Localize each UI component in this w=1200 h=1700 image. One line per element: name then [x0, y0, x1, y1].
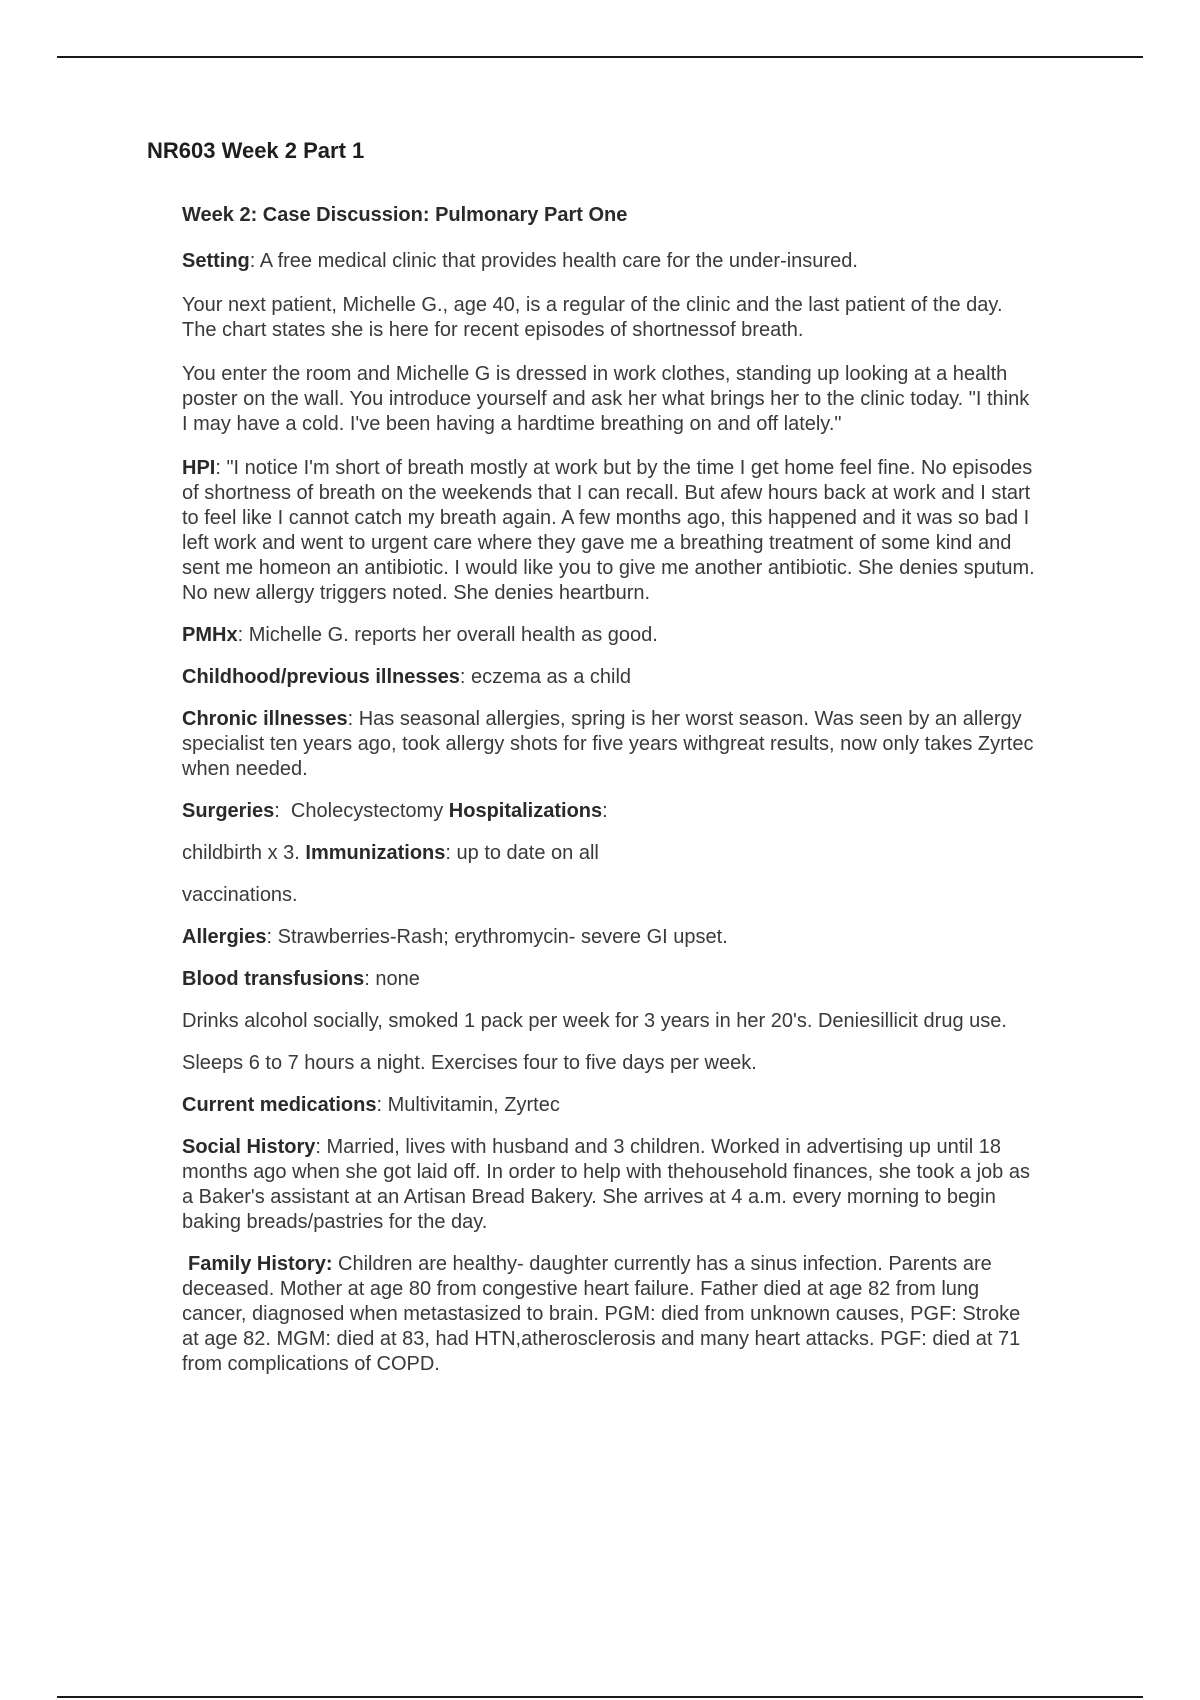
childhood-text: : eczema as a child: [459, 666, 632, 688]
setting-text: : A free medical clinic that provides health care for the under-insured.: [249, 250, 858, 272]
pmhx-text: : Michelle G. reports her overall health as good.: [237, 624, 658, 646]
bottom-divider: [57, 1696, 1143, 1698]
hospitalizations-text: :: [602, 800, 608, 822]
intro-paragraph-1: Your next patient, Michelle G., age 40, is a regular of the clinic and the last patient of the day. The chart states she is here for recent episodes of shortnessof breath.: [182, 294, 1003, 341]
family-history-label: Family History:: [188, 1253, 333, 1275]
chronic-text: : Has seasonal allergies, spring is her worst season. Was seen by an allergy specialist ten years ago, took allergy shots for five years withgreat results, now only takes Zyrtec when needed.: [182, 708, 1034, 780]
setting-label: Setting: [182, 250, 250, 272]
family-history-paragraph: [182, 1252, 1040, 1377]
intro-paragraph-2: You enter the room and Michelle G is dressed in work clothes, standing up looking at a health poster on the wall. You introduce yourself and ask her what brings her to the clinic today. "I think I may have a cold. I've been having a hardtime breathing on and off lately.": [182, 363, 1030, 435]
allergies-text: : Strawberries-Rash; erythromycin- severe GI upset.: [266, 926, 728, 948]
surgeries-text: : Cholecystectomy: [274, 800, 449, 822]
childbirth-text: childbirth x 3.: [182, 842, 306, 864]
case-content: [182, 203, 1040, 1394]
childbirth-paragraph: [182, 841, 1040, 866]
family-history-text: Children are healthy- daughter currently has a sinus infection. Parents are deceased. Mother at age 80 from congestive heart failure. Father died at age 82 from lung cancer, diagnosed when metastasized to brain. PGM: died from unknown causes, PGF: Stroke at age 82. MGM: died at 83, had HTN,atherosclerosis and many heart attacks. PGF: died at 71 from complications of COPD.: [182, 1253, 1021, 1375]
setting-paragraph: [182, 249, 1040, 274]
sleep-paragraph: Sleeps 6 to 7 hours a night. Exercises four to five days per week.: [182, 1052, 757, 1074]
medications-text: : Multivitamin, Zyrtec: [376, 1094, 560, 1116]
chronic-label: Chronic illnesses: [182, 708, 348, 730]
childhood-paragraph: [182, 665, 1040, 690]
childhood-label: Childhood/previous illnesses: [182, 666, 460, 688]
vaccinations-paragraph: vaccinations.: [182, 884, 298, 906]
blood-transfusions-label: Blood transfusions: [182, 968, 365, 990]
medications-paragraph: [182, 1093, 1040, 1118]
allergies-paragraph: [182, 925, 1040, 950]
hpi-label: HPI: [182, 457, 216, 479]
blood-transfusions-text: : none: [364, 968, 420, 990]
immunizations-text: : up to date on all: [445, 842, 599, 864]
alcohol-paragraph: Drinks alcohol socially, smoked 1 pack per week for 3 years in her 20's. Deniesillicit drug use.: [182, 1010, 1007, 1032]
surgeries-paragraph: [182, 799, 1040, 824]
top-divider: [57, 56, 1143, 58]
hpi-paragraph: [182, 456, 1040, 606]
case-subtitle: Week 2: Case Discussion: Pulmonary Part One: [182, 204, 628, 226]
allergies-label: Allergies: [182, 926, 267, 948]
medications-label: Current medications: [182, 1094, 377, 1116]
pmhx-paragraph: [182, 623, 1040, 648]
pmhx-label: PMHx: [182, 624, 238, 646]
immunizations-label: Immunizations: [305, 842, 446, 864]
surgeries-label: Surgeries: [182, 800, 275, 822]
chronic-paragraph: [182, 707, 1040, 782]
hpi-text: : "I notice I'm short of breath mostly at work but by the time I get home feel fine. No episodes of shortness of breath on the weekends that I can recall. But afew hours back at work and I start to feel like I cannot catch my breath again. A few months ago, this happened and it was so bad I left work and went to urgent care where they gave me a breathing treatment of some kind and sent me homeon an antibiotic. I would like you to give me another antibiotic. She denies sputum. No new allergy triggers noted. She denies heartburn.: [182, 457, 1035, 604]
hospitalizations-label: Hospitalizations: [448, 800, 603, 822]
social-history-text: : Married, lives with husband and 3 children. Worked in advertising up until 18 months ago when she got laid off. In order to help with thehousehold finances, she took a job as a Baker's assistant at an Artisan Bread Bakery. She arrives at 4 a.m. every morning to begin baking breads/pastries for the day.: [182, 1136, 1030, 1233]
document-title: NR603 Week 2 Part 1: [147, 138, 365, 163]
social-history-paragraph: [182, 1135, 1040, 1235]
blood-transfusions-paragraph: [182, 967, 1040, 992]
social-history-label: Social History: [182, 1136, 316, 1158]
